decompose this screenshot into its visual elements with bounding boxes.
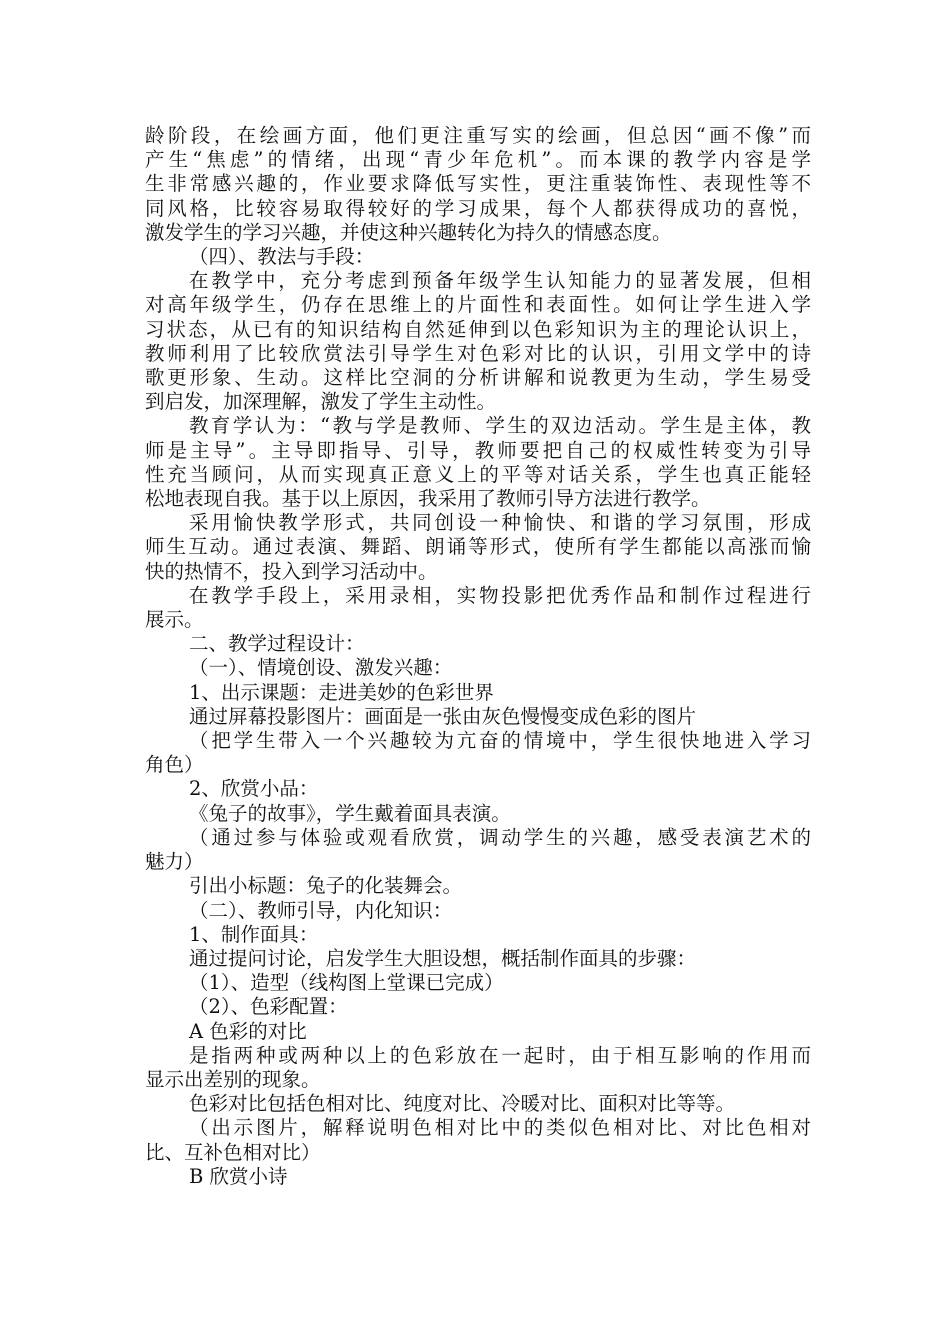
text-line: 采用愉快教学形式，共同创设一种愉快、和谐的学习氛围，形成 <box>189 511 811 535</box>
text-line: 比、互补色相对比） <box>145 1140 321 1164</box>
text-line: 引出小标题：兔子的化装舞会。 <box>189 874 463 898</box>
text-line: 龄阶段，在绘画方面，他们更注重写实的绘画，但总因“画不像”而 <box>145 124 811 147</box>
text-line: （1）、造型（线构图上堂课已完成） <box>189 971 504 995</box>
text-line: 激发学生的学习兴趣，并使这种兴趣转化为持久的情感态度。 <box>145 220 672 244</box>
text-line: 产生“焦虑”的情绪，出现“青少年危机”。而本课的教学内容是学 <box>145 148 811 172</box>
text-line: 歌更形象、生动。这样比空洞的分析讲解和说教更为生动，学生易受 <box>145 366 811 390</box>
text-line: （通过参与体验或观看欣赏，调动学生的兴趣，感受表演艺术的 <box>189 825 811 849</box>
text-line: 展示。 <box>145 608 204 632</box>
text-line: 角色） <box>145 753 204 777</box>
document-page <box>145 124 811 1189</box>
text-line: 到启发，加深理解，激发了学生主动性。 <box>145 390 497 414</box>
text-line: 师生互动。通过表演、舞蹈、朗诵等形式，使所有学生都能以高涨而愉 <box>145 535 811 559</box>
text-line: 《兔子的故事》，学生戴着面具表演。 <box>189 801 511 825</box>
text-line: （二）、教师引导，内化知识： <box>189 898 453 922</box>
text-line: 显示出差别的现象。 <box>145 1067 321 1091</box>
text-line: （2）、色彩配置： <box>189 995 348 1019</box>
text-line: B 欣赏小诗 <box>189 1164 288 1188</box>
text-line: 教育学认为：“教与学是教师、学生的双边活动。学生是主体，教 <box>189 414 811 438</box>
text-line: 生非常感兴趣的，作业要求降低写实性，更注重装饰性、表现性等不 <box>145 172 811 196</box>
text-line: 对高年级学生，仍存在思维上的片面性和表面性。如何让学生进入学 <box>145 293 811 317</box>
text-line: 魅力） <box>145 850 204 874</box>
text-line: （出示图片，解释说明色相对比中的类似色相对比、对比色相对 <box>189 1116 811 1140</box>
text-line: 教师利用了比较欣赏法引导学生对色彩对比的认识，引用文学中的诗 <box>145 341 811 365</box>
text-line: （把学生带入一个兴趣较为亢奋的情境中，学生很快地进入学习 <box>189 729 811 753</box>
text-line: 色彩对比包括色相对比、纯度对比、冷暖对比、面积对比等等。 <box>189 1092 736 1116</box>
text-line: 是指两种或两种以上的色彩放在一起时，由于相互影响的作用而 <box>189 1043 811 1067</box>
text-line: 习状态，从已有的知识结构自然延伸到以色彩知识为主的理论认识上， <box>145 317 811 341</box>
text-line: A 色彩的对比 <box>189 1019 307 1043</box>
text-line: 2、欣赏小品： <box>189 777 319 801</box>
text-line: 1、出示课题：走进美妙的色彩世界 <box>189 680 494 704</box>
text-line: 在教学手段上，采用录相，实物投影把优秀作品和制作过程进行 <box>189 583 811 607</box>
text-line: 通过提问讨论，启发学生大胆设想，概括制作面具的步骤： <box>189 946 697 970</box>
text-line: （四）、教法与手段： <box>189 245 375 269</box>
text-line: 在教学中，充分考虑到预备年级学生认知能力的显著发展，但相 <box>189 269 811 293</box>
text-line: 性充当顾问，从而实现真正意义上的平等对话关系，学生也真正能轻 <box>145 462 811 486</box>
text-line: 快的热情不，投入到学习活动中。 <box>145 559 438 583</box>
text-line: 同风格，比较容易取得较好的学习成果，每个人都获得成功的喜悦， <box>145 196 811 220</box>
text-line: 通过屏幕投影图片：画面是一张由灰色慢慢变成色彩的图片 <box>189 704 697 728</box>
text-line: 师是主导”。主导即指导、引导，教师要把自己的权威性转变为引导 <box>145 438 811 462</box>
text-line: 二、教学过程设计： <box>189 632 365 656</box>
text-line: （一）、情境创设、激发兴趣： <box>189 656 453 680</box>
text-line: 1、制作面具： <box>189 922 319 946</box>
text-line: 松地表现自我。基于以上原因，我采用了教师引导方法进行教学。 <box>145 487 711 511</box>
